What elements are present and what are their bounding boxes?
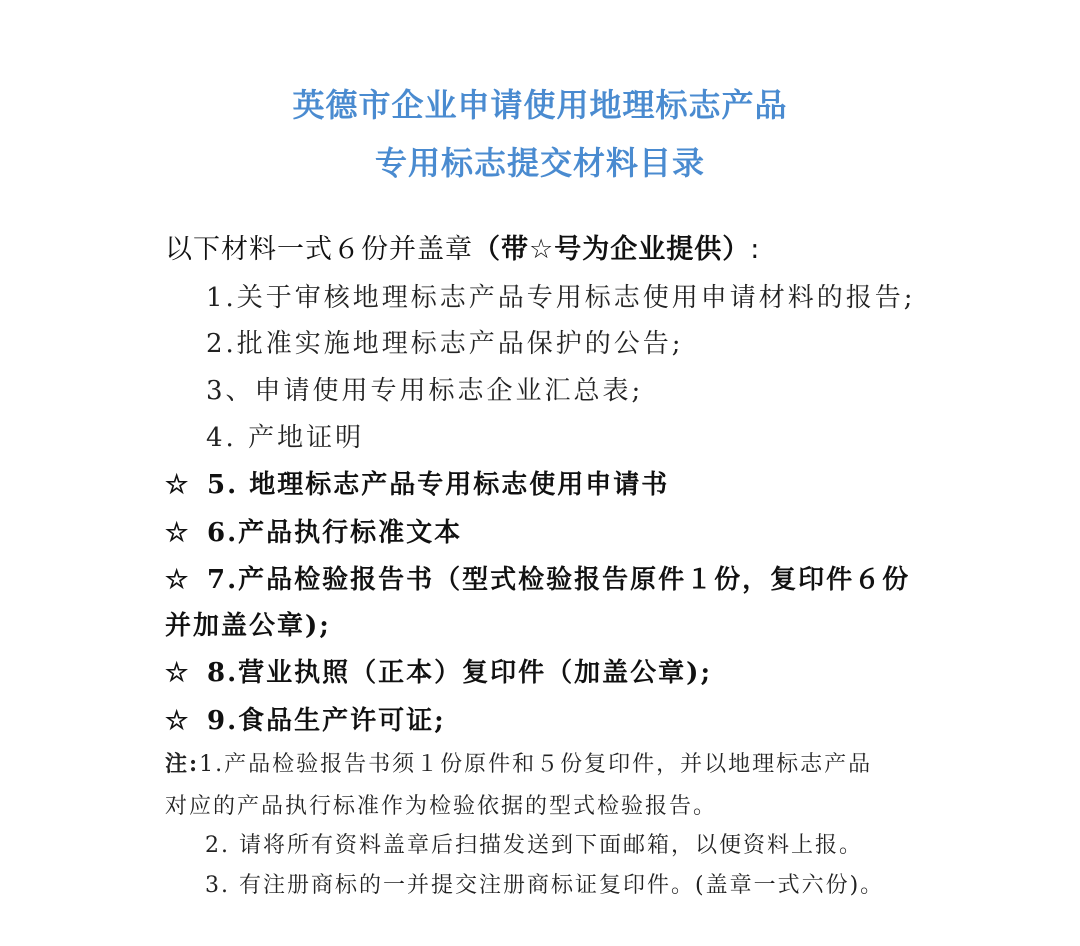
star-icon: ☆ xyxy=(165,470,191,500)
star-list-item xyxy=(165,512,462,549)
star-icon: ☆ xyxy=(165,565,191,595)
intro-suffix: : xyxy=(750,234,761,265)
title-line-2: 专用标志提交材料目录 xyxy=(374,144,705,182)
intro-star-note: （带☆号为企业提供） xyxy=(473,234,751,265)
note-1-continuation: 对应的产品执行标准作为检验依据的型式检验报告。 xyxy=(165,794,718,819)
note-1 xyxy=(165,747,872,778)
list-item: 1.关于审核地理标志产品专用标志使用申请材料的报告; xyxy=(206,283,916,313)
star-item-text: 5. 地理标志产品专用标志使用申请书 xyxy=(207,470,670,500)
note-3: 3. 有注册商标的一并提交注册商标证复印件。(盖章一式六份)。 xyxy=(205,873,885,898)
star-icon: ☆ xyxy=(165,706,191,736)
note-label: 注: xyxy=(165,751,200,777)
star-item-text: 8.营业执照（正本）复印件（加盖公章); xyxy=(207,658,713,688)
star-list-item xyxy=(165,652,712,689)
star-icon: ☆ xyxy=(165,518,191,548)
star-list-item xyxy=(165,700,446,737)
note-2: 2. 请将所有资料盖章后扫描发送到下面邮箱，以便资料上报。 xyxy=(205,833,863,858)
star-list-item xyxy=(165,559,910,596)
star-item-text: 6.产品执行标准文本 xyxy=(207,518,463,548)
star-item-text: 7.产品检验报告书（型式检验报告原件１份，复印件６份 xyxy=(207,565,911,595)
star-list-item xyxy=(165,464,669,501)
list-item: 3、申请使用专用标志企业汇总表; xyxy=(206,376,644,406)
intro-text xyxy=(165,227,760,266)
list-item: 4. 产地证明 xyxy=(206,423,365,453)
star-item-continuation: 并加盖公章); xyxy=(165,611,331,641)
star-icon: ☆ xyxy=(165,658,191,688)
title-line-1: 英德市企业申请使用地理标志产品 xyxy=(292,86,788,124)
list-item: 2.批准实施地理标志产品保护的公告; xyxy=(206,329,684,359)
note-1-text: 1.产品检验报告书须１份原件和５份复印件，并以地理标志产品 xyxy=(199,752,873,777)
star-item-text: 9.食品生产许可证; xyxy=(207,706,446,736)
intro-prefix: 以下材料一式６份并盖章 xyxy=(165,234,473,265)
